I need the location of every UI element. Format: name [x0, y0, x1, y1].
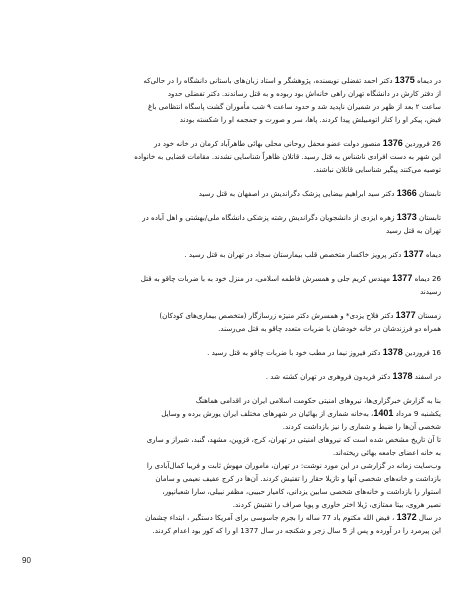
text-line: 26 فروردین 1376 منصور دولت عضو محفل روحانی محلی بهائی طاهرآباد کرمان در خانه خود در — [154, 138, 441, 148]
page-number: 90 — [22, 556, 31, 565]
text-line: 26 دیماه 1377 مهندس کریم جلی و همسرش فاطمه اسلامی، در منزل خود به با ضربات چاقو به قتل — [140, 273, 441, 283]
text-line: رسیدند — [420, 287, 441, 296]
text-line: بازداشت و خانه‌های شخصی آنها و تازیلا حقار را تفتیش کردند. آن‌ها در کرج عفیف نعیمی و سامان — [155, 474, 441, 483]
text-line: فیض، پیکر او را کنار اتومبیلش پیدا کردند. پاها، سر و صورت و جمجمه او را شکسته بودند — [179, 115, 441, 124]
text-line: دیماه 1377 دکتر پرویز خاکسار متخصص قلب بیمارستان سجاد در تهران به قتل رسید . — [184, 249, 441, 259]
text-line: یکشنبه 9 مرداد 1401، به‌خانه شماری از بهائیان در شهرهای مختلف ایران یورش برده و وسایل — [161, 408, 441, 418]
text-line: این پیرمرد را در آورده و پس از 5 سال زجر و شکنجه در سال 1377 او را که کور بود اعدام کردند. — [152, 526, 441, 535]
paragraph-mansour-dolat — [20, 137, 441, 176]
text-line: تابستان 1366 دکتر سید ابراهیم بیضایی پزشک دگراندیش در اصفهان به قتل رسید — [198, 188, 441, 198]
year: 1401 — [373, 408, 394, 418]
text-line: نصیر هروی، بیتا ممتازی، ژیلا اختر خاوری و پویا صراف را تفتیش کردند. — [232, 500, 441, 509]
paragraph-beyzaei — [20, 187, 441, 200]
text-line: بنا به گزارش خبرگزاری‌ها، نیروهای امنیتی حکومت اسلامی ایران در اقدامی هماهنگ — [195, 396, 441, 405]
text-line: به خانه اعضای جامعه بهائی ریخته‌اند. — [332, 448, 441, 457]
document-page — [20, 74, 441, 548]
year: 1376 — [382, 138, 403, 148]
text-line: استوار را بازداشت و خانه‌های شخصی سابین یزدانی، کامیار حبیبی، مظفر نبیلی، سارا شعبانپور، — [162, 487, 441, 496]
year: 1373 — [396, 212, 417, 222]
text-line: 16 فروردین 1378 دکتر فیروز نیما در مطب خود با ضربات چاقو به قتل رسید . — [207, 347, 441, 357]
text-line: در سال 1372 ، فیض الله مکتوم باد 77 ساله را بجرم جاسوسی برای آمریکا دستگیر ، ابتداء چشمان — [145, 512, 441, 522]
text-line: تا آن تاریخ مشخص شده است که نیروهای امنیتی در تهران، کرج، قزوین، مشهد، گنبد، شیراز و ساری — [146, 435, 441, 444]
paragraph-forouhari — [20, 370, 441, 383]
year: 1378 — [382, 347, 403, 357]
text-line: ساعت ۲ بعد از ظهر در شمیران ناپدید شد و حدود ساعت ۹ شب مأموران گشت پاسگاه انتظامی باغ — [148, 102, 441, 111]
text-line: شخصی آن‌ها را ضبط و شماری را نیز بازداشت کردند. — [282, 422, 441, 431]
paragraph-jali — [20, 272, 441, 298]
text-line: وب‌سایت زمانه در گزارشی در این مورد نوشت: در تهران، ماموران مهوش ثابت و فریبا کمال‌آبادی را — [146, 461, 441, 470]
year: 1375 — [394, 75, 415, 85]
year: 1377 — [403, 249, 424, 259]
text-line: این شهر به دست افرادی ناشناس به قتل رسید. قاتلان ظاهراً شناسایی نشدند. مقامات قضایی به خانواده — [134, 152, 441, 161]
year: 1377 — [395, 310, 416, 320]
text-line: تابستان 1373 زهره ایزدی از دانشجویان دگراندیش رشته پزشکی دانشگاه ملی/بهشتی و اهل آباده در — [142, 212, 441, 222]
text-line: زمستان 1377 دکتر فلاح یزدی* و همسرش دکتر منیژه زرسازگار (متخصص بیماری‌های کودکان) — [159, 310, 441, 320]
text-line: همراه دو فرزندشان در خانه خودشان با ضربات متعدد چاقو به قتل می‌رسند. — [218, 324, 441, 333]
paragraph-khaksar — [20, 248, 441, 261]
paragraph-izadi — [20, 211, 441, 237]
year: 1372 — [396, 512, 417, 522]
paragraph-raids-1401 — [20, 394, 441, 537]
year: 1377 — [392, 273, 413, 283]
text-line: در اسفند 1378 دکتر فریدون فروهری در تهران کشته شد . — [265, 371, 441, 381]
paragraph-nima — [20, 346, 441, 359]
text-line: در دیماه 1375 دکتر احمد تفضلی نویسنده، پژوهشگر و استاد زبان‌های باستانی دانشگاه را در حالی‌که — [143, 75, 441, 85]
year: 1378 — [392, 371, 413, 381]
paragraph-tafazzoli — [20, 74, 441, 126]
text-line: تهران به قتل رسید — [385, 226, 441, 235]
text-line: از دفتر کارش در دانشگاه تهران راهی خانه‌اش بود ربوده و به قتل رساندند. دکتر تفضلی حدود — [167, 89, 441, 98]
paragraph-fallah-yazdi — [20, 309, 441, 335]
text-line: توصیه می‌کنند پیگیر شناسایی قاتلان نباشند. — [313, 165, 441, 174]
year: 1366 — [396, 188, 417, 198]
